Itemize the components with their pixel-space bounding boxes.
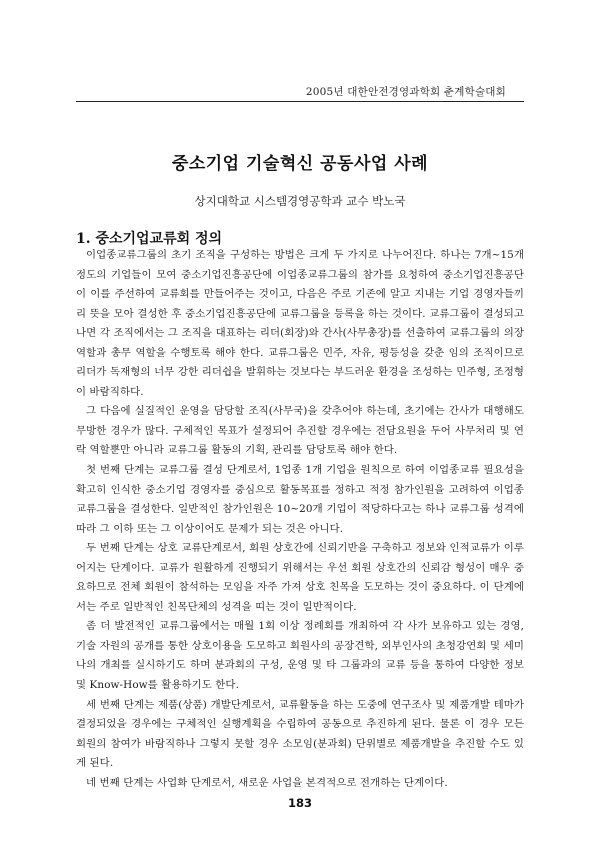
- paragraph-7: 네 번째 단계는 사업화 단계로서, 새로운 사업을 본격적으로 전개하는 단계이다.: [86, 776, 448, 789]
- paragraph-4: 두 번째 단계는 상호 교류단계로서, 회원 상호간에 신뢰기반을 구축하고 정보와 인적교류가 이루어지는 단계이다. 교류가 원활하게 진행되기 위해서는 우선 회원 상호간의 신뢰감 형성이 매우 중요하므로 전체 회원이 참석하는 모임을 자주 가져 상호 친목을 도모하는 것이 중요하다. 이 단계에서는 주로 일반적인 친목단체의 성격을 띠는 것이 일반적이다.: [76, 542, 524, 613]
- running-header: 2005년 대한안전경영과학회 춘계학술대회: [305, 86, 506, 98]
- section-body: [76, 246, 524, 793]
- paragraph-2: 그 다음에 실질적인 운영을 담당할 조직(사무국)을 갖추어야 하는데, 초기에는 간사가 대행해도 무방한 경우가 많다. 구체적인 목표가 설정되어 추진할 경우에는 전담요원을 두어 사무처리 및 연락 역할뿐만 아니라 교류그룹 활동의 기획, 관리를 담당토록 해야 한다.: [76, 405, 524, 457]
- paragraph-1: 이업종교류그룹의 초기 조직을 구성하는 방법은 크게 두 가지로 나누어진다. 하나는 7개~15개 정도의 기업들이 모여 중소기업진흥공단에 이업종교류그룹의 참가를 요청하여 중소기업진흥공단이 이를 주선하여 교류회를 만들어주는 것이고, 다음은 주로 기존에 알고 지내는 기업 경영자들끼리 뜻을 모아 결성한 후 중소기업진흥공단에 교류그룹을 등록을 하는 것이다. 교류그룹이 결성되고 나면 각 조직에서는 그 조직을 대표하는 리더(회장)와 간사(사무총장)를 선출하여 교류그룹의 의장 역할과 총무 역할을 수행토록 해야 한다. 교류그룹은 민주, 자유, 평등성을 갖춘 임의 조직이므로 리더가 독재형의 너무 강한 리더쉽을 발휘하는 것보다는 부드러운 환경을 조성하는 민주형, 조정형이 바람직하다.: [76, 249, 524, 398]
- author-line: 상지대학교 시스템경영공학과 교수 박노국: [194, 194, 406, 208]
- section-heading: 1. 중소기업교류회 정의: [76, 231, 223, 247]
- paper-title: 중소기업 기술혁신 공동사업 사례: [171, 154, 429, 174]
- header-rule: [76, 101, 524, 102]
- paragraph-3: 첫 번째 단계는 교류그룹 결성 단계로서, 1업종 1개 기업을 원칙으로 하여 이업종교류 필요성을 확고히 인식한 중소기업 경영자를 중심으로 활동목표를 정하고 적정 참가인원을 고려하여 이업종교류그룹을 결성한다. 일반적인 참가인원은 10~20개 기업이 적당하다고는 하나 교류그룹 성격에 따라 그 이하 또는 그 이상이어도 문제가 되는 것은 아니다.: [76, 464, 524, 535]
- paragraph-6: 세 번째 단계는 제품(상품) 개발단계로서, 교류활동을 하는 도중에 연구조사 및 제품개발 테마가 결정되었을 경우에는 구체적인 실행계획을 수립하여 공동으로 추진하게 된다. 물론 이 경우 모든 회원의 참여가 바람직하나 그렇지 못할 경우 소모임(분과회) 단위별로 제품개발을 추진할 수도 있게 된다.: [76, 698, 524, 770]
- page-number: 183: [287, 796, 312, 810]
- paragraph-5: 좀 더 발전적인 교류그룹에서는 매월 1회 이상 정례회를 개최하여 각 사가 보유하고 있는 경영, 기술 자원의 공개를 통한 상호이용을 도모하고 회원사의 공장견학, 외부인사의 초청강연회 및 세미나의 개최를 실시하기도 하며 분과회의 구성, 운영 및 타 그룹과의 교류 등을 통하여 다양한 정보 및 Know-How를 활용하기도 한다.: [76, 620, 524, 692]
